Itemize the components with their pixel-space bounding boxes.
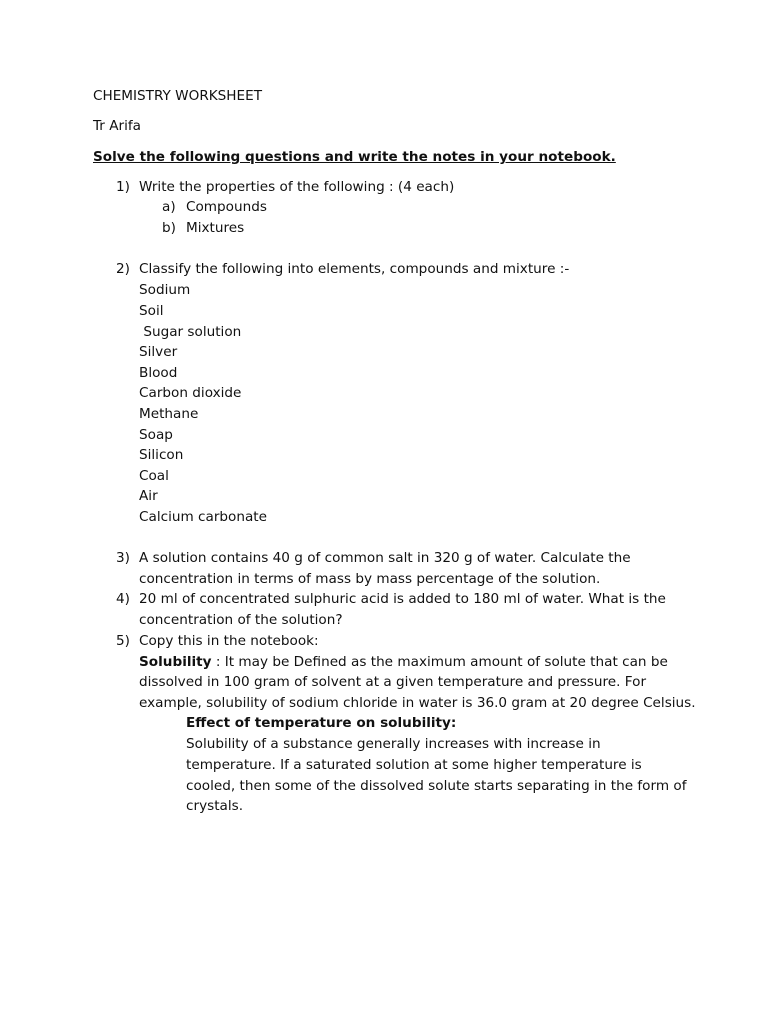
list-item: Carbon dioxide bbox=[139, 385, 242, 401]
list-item: Silicon bbox=[139, 447, 184, 463]
question-5-text: Copy this in the notebook: bbox=[139, 633, 319, 649]
teacher-name: Tr Arifa bbox=[93, 118, 141, 134]
question-2-text: Classify the following into elements, compounds and mixture :- bbox=[139, 261, 570, 277]
temperature-effect-heading: Effect of temperature on solubility: bbox=[186, 715, 457, 731]
list-item: Methane bbox=[139, 406, 199, 422]
question-1-text: Write the properties of the following : (4 each) bbox=[139, 179, 455, 195]
list-item: Sugar solution bbox=[139, 324, 242, 340]
solubility-definition-first: : It may be Defined as the maximum amount of solute that can be bbox=[211, 654, 668, 670]
temperature-effect-line-3: cooled, then some of the dissolved solute starts separating in the form of bbox=[186, 778, 687, 794]
solubility-definition-line-1 bbox=[139, 652, 668, 673]
question-1-number: 1) bbox=[116, 179, 130, 195]
question-4-number: 4) bbox=[116, 591, 130, 607]
solubility-definition-line-3: example, solubility of sodium chloride in water is 36.0 gram at 20 degree Celsius. bbox=[139, 695, 696, 711]
question-3-number: 3) bbox=[116, 550, 130, 566]
worksheet-title: CHEMISTRY WORKSHEET bbox=[93, 88, 263, 104]
list-item: Air bbox=[139, 488, 158, 504]
solubility-term: Solubility bbox=[139, 654, 212, 670]
question-1b-text: Mixtures bbox=[186, 220, 245, 236]
question-2-number: 2) bbox=[116, 261, 130, 277]
temperature-effect-line-2: temperature. If a saturated solution at some higher temperature is bbox=[186, 757, 642, 773]
question-1a-text: Compounds bbox=[186, 199, 267, 215]
list-item: Silver bbox=[139, 344, 178, 360]
temperature-effect-line-1: Solubility of a substance generally increases with increase in bbox=[186, 736, 601, 752]
list-item: Soil bbox=[139, 303, 164, 319]
instruction-text: Solve the following questions and write the notes in your notebook. bbox=[93, 149, 616, 165]
list-item: Blood bbox=[139, 365, 178, 381]
question-5-number: 5) bbox=[116, 633, 130, 649]
list-item: Calcium carbonate bbox=[139, 509, 268, 525]
question-3-line-1: A solution contains 40 g of common salt in 320 g of water. Calculate the bbox=[139, 550, 631, 566]
list-item: Sodium bbox=[139, 282, 191, 298]
question-1a-letter: a) bbox=[162, 199, 176, 215]
question-1b-letter: b) bbox=[162, 220, 176, 236]
question-3-line-2: concentration in terms of mass by mass percentage of the solution. bbox=[139, 571, 601, 587]
list-item: Soap bbox=[139, 427, 173, 443]
list-item: Coal bbox=[139, 468, 169, 484]
temperature-effect-line-4: crystals. bbox=[186, 798, 244, 814]
question-4-line-1: 20 ml of concentrated sulphuric acid is added to 180 ml of water. What is the bbox=[139, 591, 666, 607]
question-4-line-2: concentration of the solution? bbox=[139, 612, 343, 628]
solubility-definition-line-2: dissolved in 100 gram of solvent at a given temperature and pressure. For bbox=[139, 674, 647, 690]
